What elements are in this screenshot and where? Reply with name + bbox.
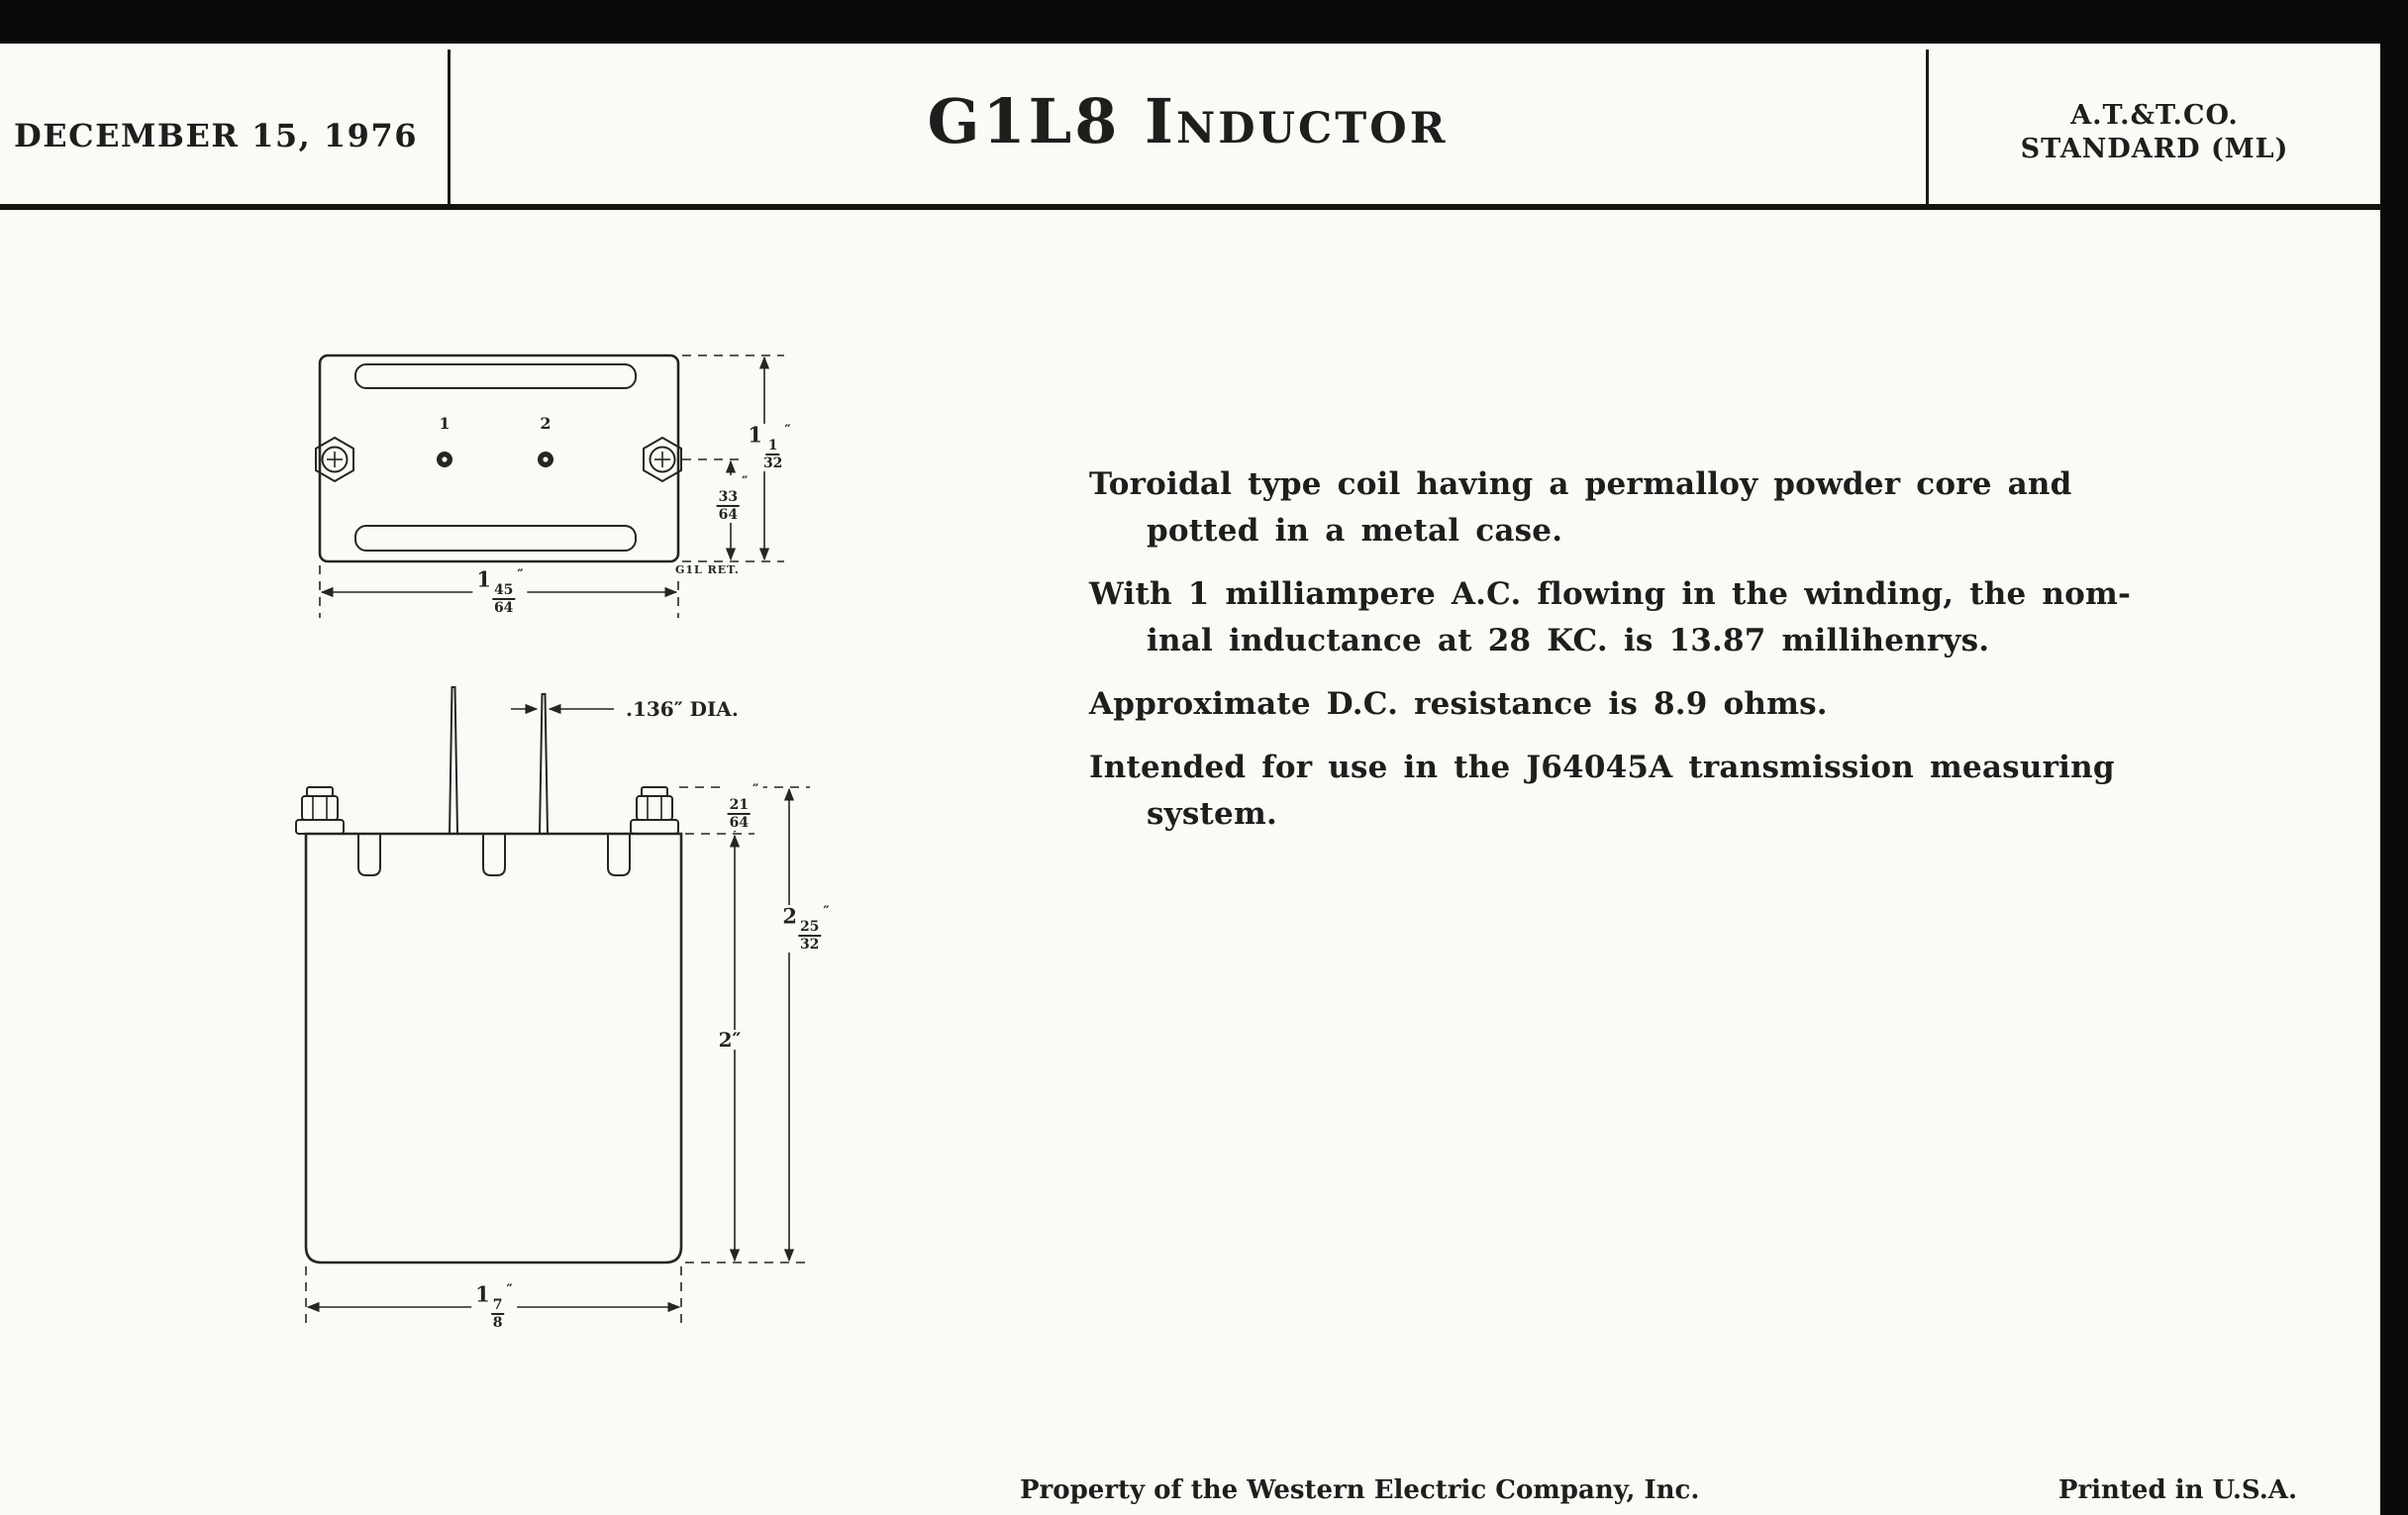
paragraph: [1089, 571, 2168, 664]
scan-edge-top: [0, 0, 2408, 44]
fraction-denominator: 64: [493, 600, 514, 617]
text-line: Toroidal type coil having a permalloy powder core and: [1089, 466, 2072, 502]
printed-in-usa: Printed in U.S.A.: [2057, 1475, 2297, 1505]
paragraph: [1089, 681, 2168, 728]
inch-mark: ″: [742, 473, 749, 490]
dim-whole: 1: [748, 422, 762, 448]
text-line: With 1 milliampere A.C. flowing in the winding, the nom-: [1089, 576, 2132, 612]
text-line: Intended for use in the J64045A transmission measuring: [1089, 750, 2115, 785]
scan-edge-right: [2380, 0, 2408, 1515]
org-standard-label: [1928, 99, 2381, 166]
paragraph: [1089, 461, 2168, 555]
document-title: G1L8 Inductor: [927, 85, 1449, 157]
inch-mark: ″: [784, 422, 791, 439]
fraction-denominator: 64: [718, 507, 739, 524]
fraction-numerator: 25: [798, 920, 821, 938]
inch-mark: ″: [506, 1281, 513, 1298]
dim-whole: 1: [475, 1281, 490, 1307]
paragraph: [1089, 745, 2168, 838]
text-line: inal inductance at 28 KC. is 13.87 millihenrys.: [1147, 623, 1990, 658]
dim-lead-height: [723, 783, 763, 831]
text-line: Approximate D.C. resistance is 8.9 ohms.: [1089, 686, 1828, 722]
dim-whole: 1: [476, 566, 491, 592]
org-name: A.T.&T.CO.: [2070, 100, 2239, 131]
fraction-denominator: 32: [799, 937, 820, 954]
description-text: [1089, 461, 2168, 855]
fraction-denominator: 32: [762, 455, 783, 472]
inch-mark: ″: [517, 566, 524, 583]
fraction-numerator: 1: [766, 439, 780, 456]
dim-top-view-half-depth: [712, 475, 752, 523]
dim-case-width: [471, 1283, 517, 1331]
technical-drawing: [277, 327, 970, 1396]
fraction-numerator: 45: [492, 583, 515, 601]
dim-whole: 2: [782, 903, 797, 929]
fraction-numerator: 21: [728, 798, 751, 816]
drawing-note: G1L RET.: [675, 563, 740, 576]
dim-top-view-width: [472, 568, 527, 616]
dim-fraction: [763, 439, 782, 471]
dim-fraction: [728, 798, 751, 831]
terminal-2-label: 2: [540, 414, 552, 433]
inch-mark: ″: [752, 781, 759, 798]
property-notice: Property of the Western Electric Company, Inc.: [1020, 1475, 1700, 1505]
dim-case-height: 2″: [715, 1030, 746, 1050]
issue-date: DECEMBER 15, 1976: [14, 117, 418, 154]
fraction-denominator: 8: [492, 1315, 503, 1332]
terminal-1-label: 1: [439, 414, 451, 433]
dim-fraction: [798, 920, 821, 953]
standard-type: STANDARD (ML): [2020, 134, 2289, 164]
text-line: potted in a metal case.: [1147, 513, 1563, 549]
fraction-denominator: 64: [729, 815, 750, 832]
dim-fraction: [492, 583, 515, 616]
dim-lead-diameter: .136″ DIA.: [622, 699, 743, 719]
header-rule: [0, 204, 2381, 210]
inch-mark: ″: [823, 903, 830, 920]
dim-fraction: [717, 490, 740, 523]
dim-fraction: [491, 1298, 505, 1331]
fraction-numerator: 33: [717, 490, 740, 508]
text-line: system.: [1147, 796, 1277, 832]
fraction-numerator: 7: [491, 1298, 505, 1316]
dim-top-view-depth: [744, 424, 794, 471]
dim-total-height: [778, 905, 833, 953]
